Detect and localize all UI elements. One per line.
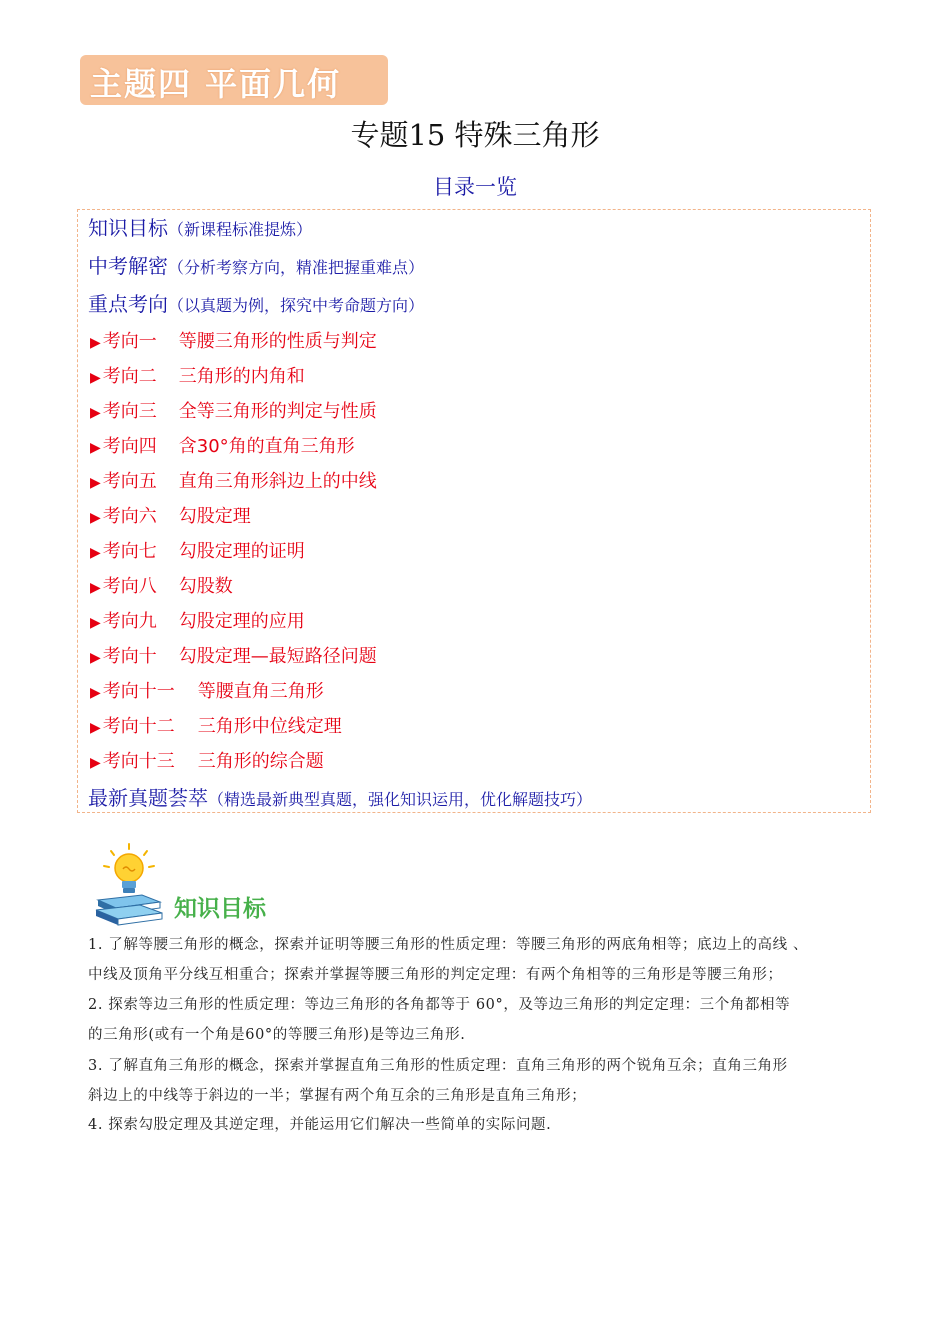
toc-item-knowledge-goals[interactable] [88,212,312,241]
triangle-right-icon: ▶ [90,405,101,421]
toc-topic-text: 三角形的内角和 [178,366,305,387]
goal-paragraph-3 [88,1051,868,1111]
triangle-right-icon: ▶ [90,720,101,736]
toc-item-note: （新课程标准提炼） [168,220,313,239]
toc-topic-number: 考向七 [102,541,157,562]
triangle-right-icon: ▶ [90,580,101,596]
toc-topic-text: 勾股定理—最短路径问题 [178,646,377,667]
toc-topic-1[interactable] [90,327,377,353]
toc-item-note: （分析考察方向，精准把握重难点） [168,258,425,277]
goal-paragraph-4 [88,1110,868,1140]
toc-topic-4[interactable] [90,432,355,458]
toc-topic-10[interactable] [90,642,377,668]
goal-line: 2. 探索等边三角形的性质定理：等边三角形的各角都等于 60°，及等边三角形的判定定理：三个角都相等 [88,997,791,1013]
toc-topic-number: 考向十一 [102,681,175,702]
toc-topic-number: 考向三 [102,401,157,422]
toc-topic-13[interactable] [90,747,324,773]
toc-topic-12[interactable] [90,712,342,738]
toc-topic-text: 勾股定理 [178,506,251,527]
toc-topic-number: 考向十 [102,646,157,667]
toc-topic-text: 勾股定理的证明 [178,541,305,562]
knowledge-goals-title: 知识目标 [174,896,266,922]
toc-topic-number: 考向十二 [102,716,175,737]
table-of-contents [77,209,871,813]
toc-item-exam-analysis[interactable] [88,250,424,279]
toc-topic-3[interactable] [90,397,377,423]
toc-topic-8[interactable] [90,572,233,598]
toc-topic-number: 考向二 [102,366,157,387]
toc-topic-2[interactable] [90,362,305,388]
toc-item-label: 重点考向 [88,292,168,316]
toc-topic-number: 考向六 [102,506,157,527]
toc-topic-text: 勾股定理的应用 [178,611,305,632]
toc-topic-number: 考向九 [102,611,157,632]
toc-item-label: 中考解密 [88,254,168,278]
toc-topic-11[interactable] [90,677,324,703]
toc-item-note: （精选最新典型真题，强化知识运用，优化解题技巧） [208,790,593,809]
theme-badge-label: 主题四 平面几何 [90,65,342,103]
toc-heading: 目录一览 [433,175,517,199]
toc-topic-number: 考向一 [102,331,157,352]
toc-item-note: （以真题为例，探究中考命题方向） [168,296,425,315]
page-title: 专题15 特殊三角形 [350,118,600,152]
triangle-right-icon: ▶ [90,545,101,561]
theme-badge [80,55,388,105]
toc-topic-text: 直角三角形斜边上的中线 [178,471,377,492]
toc-item-key-directions[interactable] [88,288,424,317]
toc-item-label: 知识目标 [88,216,168,240]
toc-topic-text: 等腰直角三角形 [197,681,324,702]
goal-line: 中线及顶角平分线互相重合；探索并掌握等腰三角形的判定定理：有两个角相等的三角形是等腰三角形； [88,967,783,983]
triangle-right-icon: ▶ [90,650,101,666]
toc-topic-7[interactable] [90,537,305,563]
goal-line: 斜边上的中线等于斜边的一半；掌握有两个角互余的三角形是直角三角形； [88,1088,587,1104]
triangle-right-icon: ▶ [90,615,101,631]
toc-item-latest-exams[interactable] [88,782,592,811]
toc-topic-text: 三角形中位线定理 [197,716,342,737]
toc-topic-9[interactable] [90,607,305,633]
toc-topic-text: 含30°角的直角三角形 [178,436,355,457]
triangle-right-icon: ▶ [90,510,101,526]
toc-item-label: 最新真题荟萃 [88,786,208,810]
toc-topic-5[interactable] [90,467,377,493]
toc-topic-text: 三角形的综合题 [197,751,324,772]
toc-topic-number: 考向五 [102,471,157,492]
triangle-right-icon: ▶ [90,755,101,771]
triangle-right-icon: ▶ [90,685,101,701]
triangle-right-icon: ▶ [90,335,101,351]
goal-paragraph-2 [88,990,868,1050]
toc-topic-6[interactable] [90,502,251,528]
goal-line: 3. 了解直角三角形的概念，探索并掌握直角三角形的性质定理：直角三角形的两个锐角互余；直角三角形 [88,1058,788,1074]
toc-topic-number: 考向四 [102,436,157,457]
toc-topic-number: 考向十三 [102,751,175,772]
toc-topic-text: 勾股数 [178,576,233,597]
toc-topic-text: 等腰三角形的性质与判定 [178,331,377,352]
triangle-right-icon: ▶ [90,475,101,491]
goal-line: 1. 了解等腰三角形的概念，探索并证明等腰三角形的性质定理：等腰三角形的两底角相等；底边上的高线 、 [88,937,809,953]
goal-line: 的三角形(或有一个角是60°的等腰三角形)是等边三角形. [88,1027,466,1043]
goal-line: 4. 探索勾股定理及其逆定理，并能运用它们解决一些简单的实际问题. [88,1117,552,1133]
toc-topic-number: 考向八 [102,576,157,597]
triangle-right-icon: ▶ [90,370,101,386]
triangle-right-icon: ▶ [90,440,101,456]
goal-paragraph-1 [88,930,868,990]
lightbulb-books-icon [92,842,166,926]
toc-topic-text: 全等三角形的判定与性质 [178,401,377,422]
